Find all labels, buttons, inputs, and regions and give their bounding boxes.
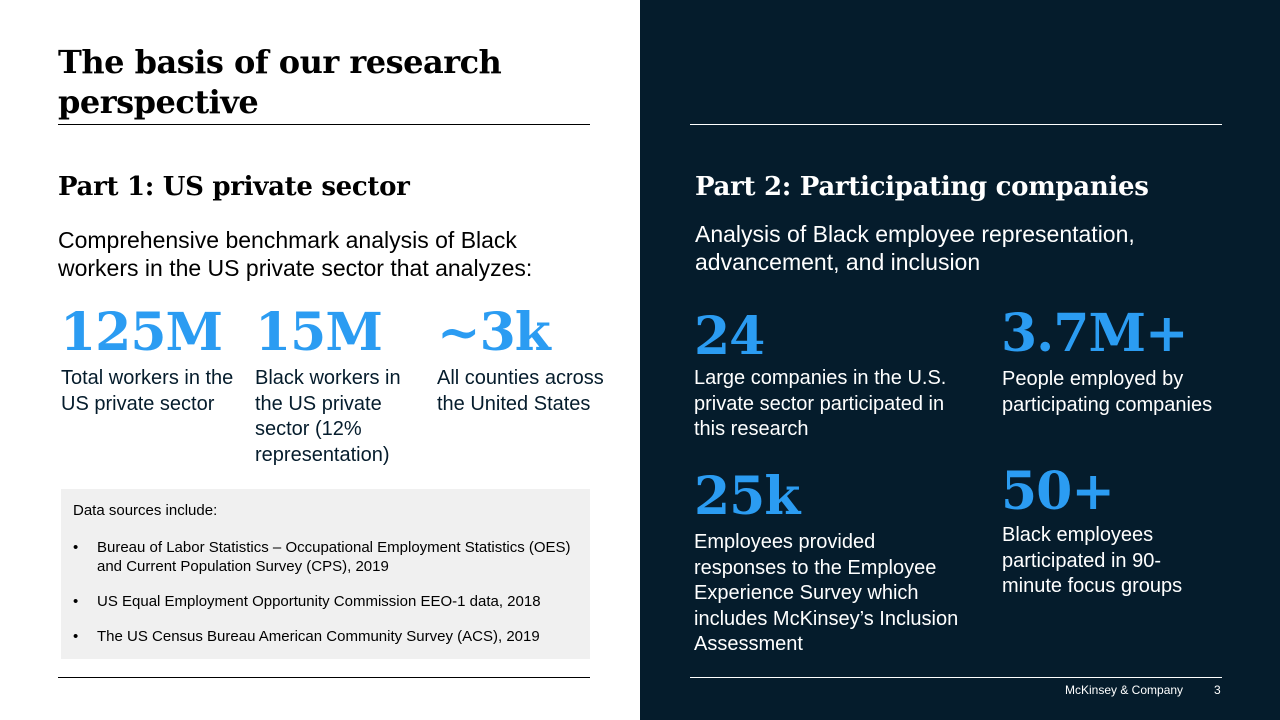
stat-value: 24	[694, 306, 765, 367]
stat-value: 125M	[60, 302, 223, 363]
bullet-icon: •	[73, 539, 79, 556]
title-divider	[58, 124, 590, 125]
stat-value: 15M	[255, 302, 382, 363]
stat-label: Black workers in the US private sector (12% representation)	[255, 367, 401, 466]
stat-value: ~3k	[437, 302, 550, 363]
part1-intro: Comprehensive benchmark analysis of Black workers in the US private sector that analyzes:	[58, 227, 533, 281]
part2-heading: Part 2: Participating companies	[695, 172, 1149, 202]
data-sources-heading: Data sources include:	[73, 502, 218, 519]
stat-label: All counties across the United States	[437, 367, 604, 415]
stat-label: Black employees participated in 90-minute focus groups	[1002, 524, 1183, 597]
brand-name: McKinsey & Company	[1065, 683, 1184, 697]
part2-intro: Analysis of Black employee representation, advancement, and inclusion	[695, 221, 1135, 275]
page-number: 3	[1214, 683, 1221, 697]
stat-label: Employees provided responses to the Employee Experience Survey which includes McKinsey’s Inclusion Assessment	[694, 531, 959, 655]
stat-value: 3.7M+	[1001, 303, 1188, 364]
bullet-icon: •	[73, 628, 79, 645]
stat-value: 25k	[694, 466, 800, 527]
stat-label: Total workers in the US private sector	[61, 367, 234, 415]
stat-label: Large companies in the U.S. private sector participated in this research	[694, 367, 947, 440]
stat-label: People employed by participating companies	[1002, 368, 1213, 416]
bottom-divider	[58, 677, 590, 678]
data-sources-box: Data sources include: • Bureau of Labor Statistics – Occupational Employment Statistics (OES) and Current Population Survey (CPS), 2019 • US Equal Employment Opportunity Commission EEO-1 data, 2018 • The US Census Bureau American Community Survey (ACS), 2019	[61, 489, 590, 659]
right-top-divider	[690, 124, 1222, 125]
page-title: The basis of our research perspective	[58, 43, 502, 121]
right-bottom-divider	[690, 677, 1222, 678]
bullet-icon: •	[73, 593, 79, 610]
stat-value: 50+	[1001, 461, 1114, 522]
part1-heading: Part 1: US private sector	[58, 172, 410, 202]
